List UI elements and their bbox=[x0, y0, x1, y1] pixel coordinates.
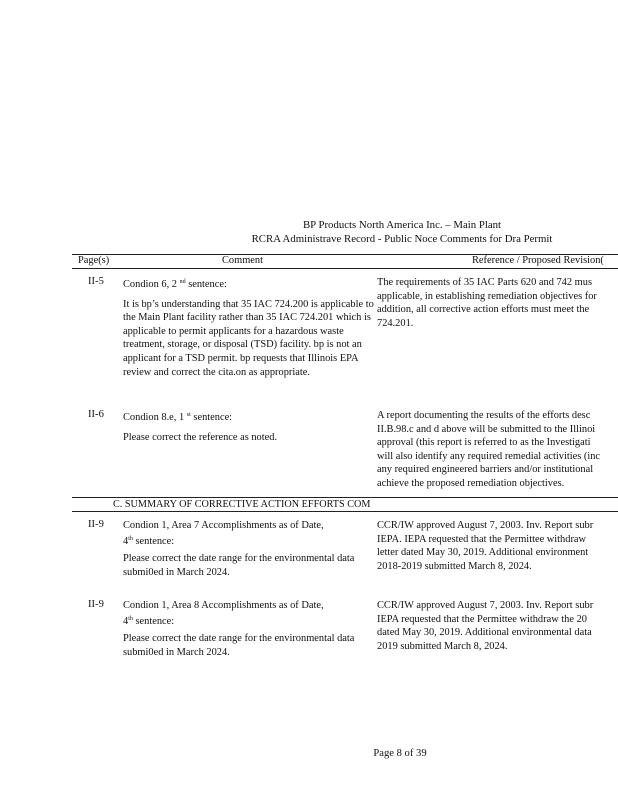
table-header-bottom-rule bbox=[72, 268, 618, 269]
column-header-comment: Comment bbox=[222, 255, 263, 266]
column-header-revision: Reference / Proposed Revision( bbox=[472, 255, 604, 266]
table-row-page: II-5 bbox=[88, 276, 104, 287]
comment-body: Please correct the date range for the environmental data submi0ed in March 2024. bbox=[123, 553, 355, 578]
comment-heading: Condion 6, 2 $^{nd}$ sentence: bbox=[123, 279, 227, 290]
comment-body: It is bp’s understanding that 35 IAC 724.200 is applicable to the Main Plant facility rather than 35 IAC 724.201 which is applicable to permit applicants for a hazardous waste treatment, storage, or disposal (TSD) facility. bp is not an applicant for a TSD permit. bp requests that Illinois EPA review and correct the cita.on as appropriate. bbox=[123, 298, 374, 378]
comment-heading: Condion 8.e, 1 $^{st}$ sentence: bbox=[123, 412, 233, 423]
table-row-page: II-9 bbox=[88, 599, 104, 610]
table-row-revision: A report documenting the results of the efforts desc II.B.98.c and d above will be submitted to the Illinoi approval (this report is referred to as the Investigati will also identify any required remedial activities (inc any required engineered barriers and/or institutional achieve the proposed remediation objectives. bbox=[377, 410, 601, 489]
table-row-comment bbox=[123, 519, 380, 585]
table-row-page: II-9 bbox=[88, 519, 104, 530]
document-subtitle: RCRA Administrave Record - Public Noce Comments for Dra Permit bbox=[251, 233, 553, 245]
comment-heading: Condion 1, Area 7 Accomplishments as of Date, 4th sentence: bbox=[123, 520, 324, 547]
column-header-pages: Page(s) bbox=[78, 255, 110, 266]
table-row-comment bbox=[123, 599, 380, 665]
table-row-comment bbox=[123, 409, 380, 450]
section-title: C. SUMMARY OF CORRECTIVE ACTION EFFORTS COM bbox=[113, 499, 371, 510]
comment-heading: Condion 1, Area 8 Accomplishments as of Date, 4th sentence: bbox=[123, 600, 324, 627]
table-row-page: II-6 bbox=[88, 409, 104, 420]
table-row-comment bbox=[123, 276, 380, 385]
section-bottom-rule bbox=[72, 511, 618, 512]
document-title: BP Products North America Inc. – Main Plant bbox=[302, 219, 502, 231]
table-row-revision: CCR/IW approved August 7, 2003. Inv. Report subr IEPA requested that the Permittee withdraw the 20 dated May 30, 2019. Additional environmental data 2019 submitted March 8, 2024. bbox=[377, 600, 594, 652]
comment-body: Please correct the date range for the environmental data submi0ed in March 2024. bbox=[123, 633, 355, 658]
table-row-revision: The requirements of 35 IAC Parts 620 and 742 mus applicable, in establishing remediation objectives for addition, all corrective action efforts must meet the 724.201. bbox=[377, 277, 597, 329]
section-top-rule bbox=[72, 497, 618, 498]
page-number: Page 8 of 39 bbox=[373, 748, 427, 759]
comment-body: Please correct the reference as noted. bbox=[123, 431, 278, 443]
table-row-revision: CCR/IW approved August 7, 2003. Inv. Report subr IEPA. IEPA requested that the Permittee withdraw letter dated May 30, 2019. Additional environment 2018-2019 submitted March 8, 2024. bbox=[377, 520, 594, 572]
